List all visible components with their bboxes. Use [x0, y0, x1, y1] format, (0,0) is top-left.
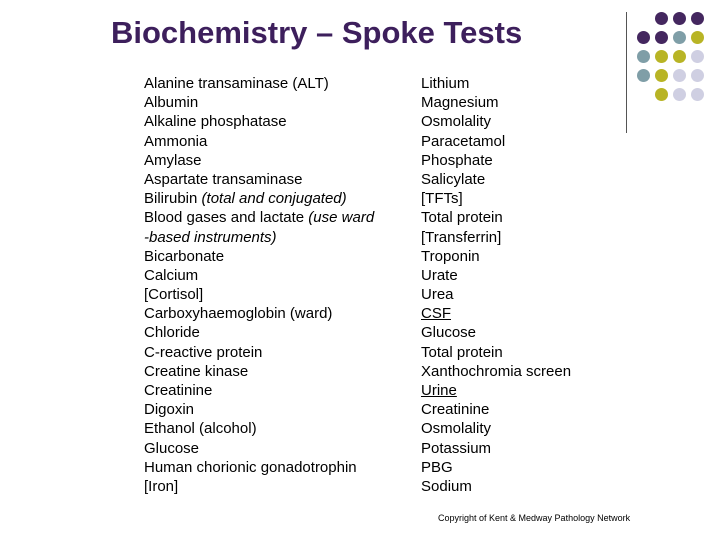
test-item — [421, 112, 571, 131]
vertical-divider — [626, 12, 627, 133]
test-item — [144, 362, 374, 381]
test-item — [144, 266, 374, 285]
test-item — [144, 285, 374, 304]
test-item — [144, 439, 374, 458]
test-item — [144, 93, 374, 112]
test-name: Osmolality — [421, 420, 492, 438]
test-name: [Iron] — [144, 477, 179, 495]
test-item — [144, 228, 374, 247]
test-name: Urine — [421, 382, 457, 399]
test-note: (total and conjugated) — [201, 190, 347, 208]
test-item — [144, 189, 374, 208]
test-name: Ammonia — [144, 132, 208, 150]
test-item — [421, 266, 571, 285]
decorative-dot — [673, 12, 686, 25]
decorative-dot — [691, 50, 704, 63]
decorative-dot — [637, 69, 650, 82]
test-item — [421, 285, 571, 304]
test-item — [421, 381, 571, 400]
test-item — [144, 477, 374, 496]
test-name: Creatinine — [144, 382, 213, 399]
test-name: Human chorionic gonadotrophin — [144, 458, 357, 476]
test-name: Urea — [421, 286, 454, 304]
test-item — [421, 74, 571, 93]
test-item — [144, 151, 374, 170]
left-test-list — [144, 74, 374, 496]
test-item — [421, 400, 571, 419]
decorative-dot — [691, 31, 704, 44]
test-item — [421, 170, 571, 189]
test-name: Alkaline phosphatase — [144, 113, 287, 131]
test-item — [421, 189, 571, 208]
test-name: Glucose — [144, 439, 200, 457]
test-name: PBG — [421, 458, 453, 476]
test-name: Creatine kinase — [144, 362, 249, 380]
test-item — [421, 343, 571, 362]
test-name: Total protein — [421, 209, 503, 227]
test-name: Osmolality — [421, 113, 492, 131]
test-name: Amylase — [144, 151, 202, 169]
decorative-dot — [655, 50, 668, 63]
test-item — [144, 247, 374, 266]
test-name: [TFTs] — [421, 190, 463, 208]
test-item — [144, 458, 374, 477]
test-item — [144, 323, 374, 342]
decorative-dot — [673, 69, 686, 82]
test-item — [144, 208, 374, 227]
test-name: CSF — [421, 305, 451, 323]
test-name: Urate — [421, 266, 458, 284]
test-name: Magnesium — [421, 94, 499, 112]
test-name: Salicylate — [421, 170, 486, 188]
test-item — [144, 112, 374, 131]
test-item — [144, 304, 374, 323]
test-name: Bicarbonate — [144, 247, 225, 265]
test-name: Paracetamol — [421, 132, 506, 150]
test-item — [421, 247, 571, 266]
decorative-dot — [673, 50, 686, 63]
decorative-dot — [673, 31, 686, 44]
test-item — [144, 170, 374, 189]
test-name: Aspartate transaminase — [144, 170, 303, 188]
decorative-dot — [655, 88, 668, 101]
decorative-dot — [673, 88, 686, 101]
test-item — [144, 381, 374, 400]
decorative-dot — [655, 31, 668, 44]
decorative-dot — [637, 31, 650, 44]
decorative-dot — [691, 12, 704, 25]
decorative-dot — [691, 69, 704, 82]
test-name: Sodium — [421, 477, 472, 495]
test-item — [421, 208, 571, 227]
test-name: Creatinine — [421, 401, 490, 419]
test-item — [144, 343, 374, 362]
test-name: Troponin — [421, 247, 480, 265]
test-item — [421, 93, 571, 112]
test-item — [421, 362, 571, 381]
test-name: Alanine transaminase (ALT) — [144, 75, 329, 92]
decorative-dot — [691, 88, 704, 101]
test-name: Potassium — [421, 439, 492, 457]
test-name: Glucose — [421, 324, 477, 342]
test-name: [Transferrin] — [421, 228, 502, 246]
copyright-notice: Copyright of Kent & Medway Pathology Network — [438, 513, 631, 523]
test-name: Digoxin — [144, 401, 195, 419]
test-name: Total protein — [421, 343, 503, 361]
test-item — [421, 477, 571, 496]
decorative-dot — [655, 12, 668, 25]
test-item — [421, 151, 571, 170]
test-name: Ethanol (alcohol) — [144, 420, 257, 438]
test-item — [421, 323, 571, 342]
test-name: Albumin — [144, 94, 199, 112]
test-name: Xanthochromia screen — [421, 362, 572, 380]
decorative-dot — [637, 50, 650, 63]
test-name: C-reactive protein — [144, 343, 263, 361]
test-name: Chloride — [144, 324, 200, 342]
test-item — [144, 74, 374, 93]
test-item — [144, 400, 374, 419]
right-test-list — [421, 74, 571, 496]
test-item — [421, 419, 571, 438]
test-name: Phosphate — [421, 151, 493, 169]
test-name: Lithium — [421, 75, 470, 92]
test-item — [144, 132, 374, 151]
test-name: Calcium — [144, 266, 199, 284]
test-note: (use ward — [308, 209, 375, 227]
test-item — [421, 458, 571, 477]
test-name: Carboxyhaemoglobin (ward) — [144, 305, 333, 323]
test-note: -based instruments) — [144, 228, 277, 246]
test-item — [421, 439, 571, 458]
slide-title: Biochemistry – Spoke Tests — [111, 15, 523, 50]
test-item — [421, 228, 571, 247]
test-name: Bilirubin — [144, 190, 202, 208]
test-item — [144, 419, 374, 438]
decorative-dot — [655, 69, 668, 82]
test-name: [Cortisol] — [144, 286, 204, 304]
test-item — [421, 304, 571, 323]
test-name: Blood gases and lactate — [144, 209, 309, 227]
test-item — [421, 132, 571, 151]
